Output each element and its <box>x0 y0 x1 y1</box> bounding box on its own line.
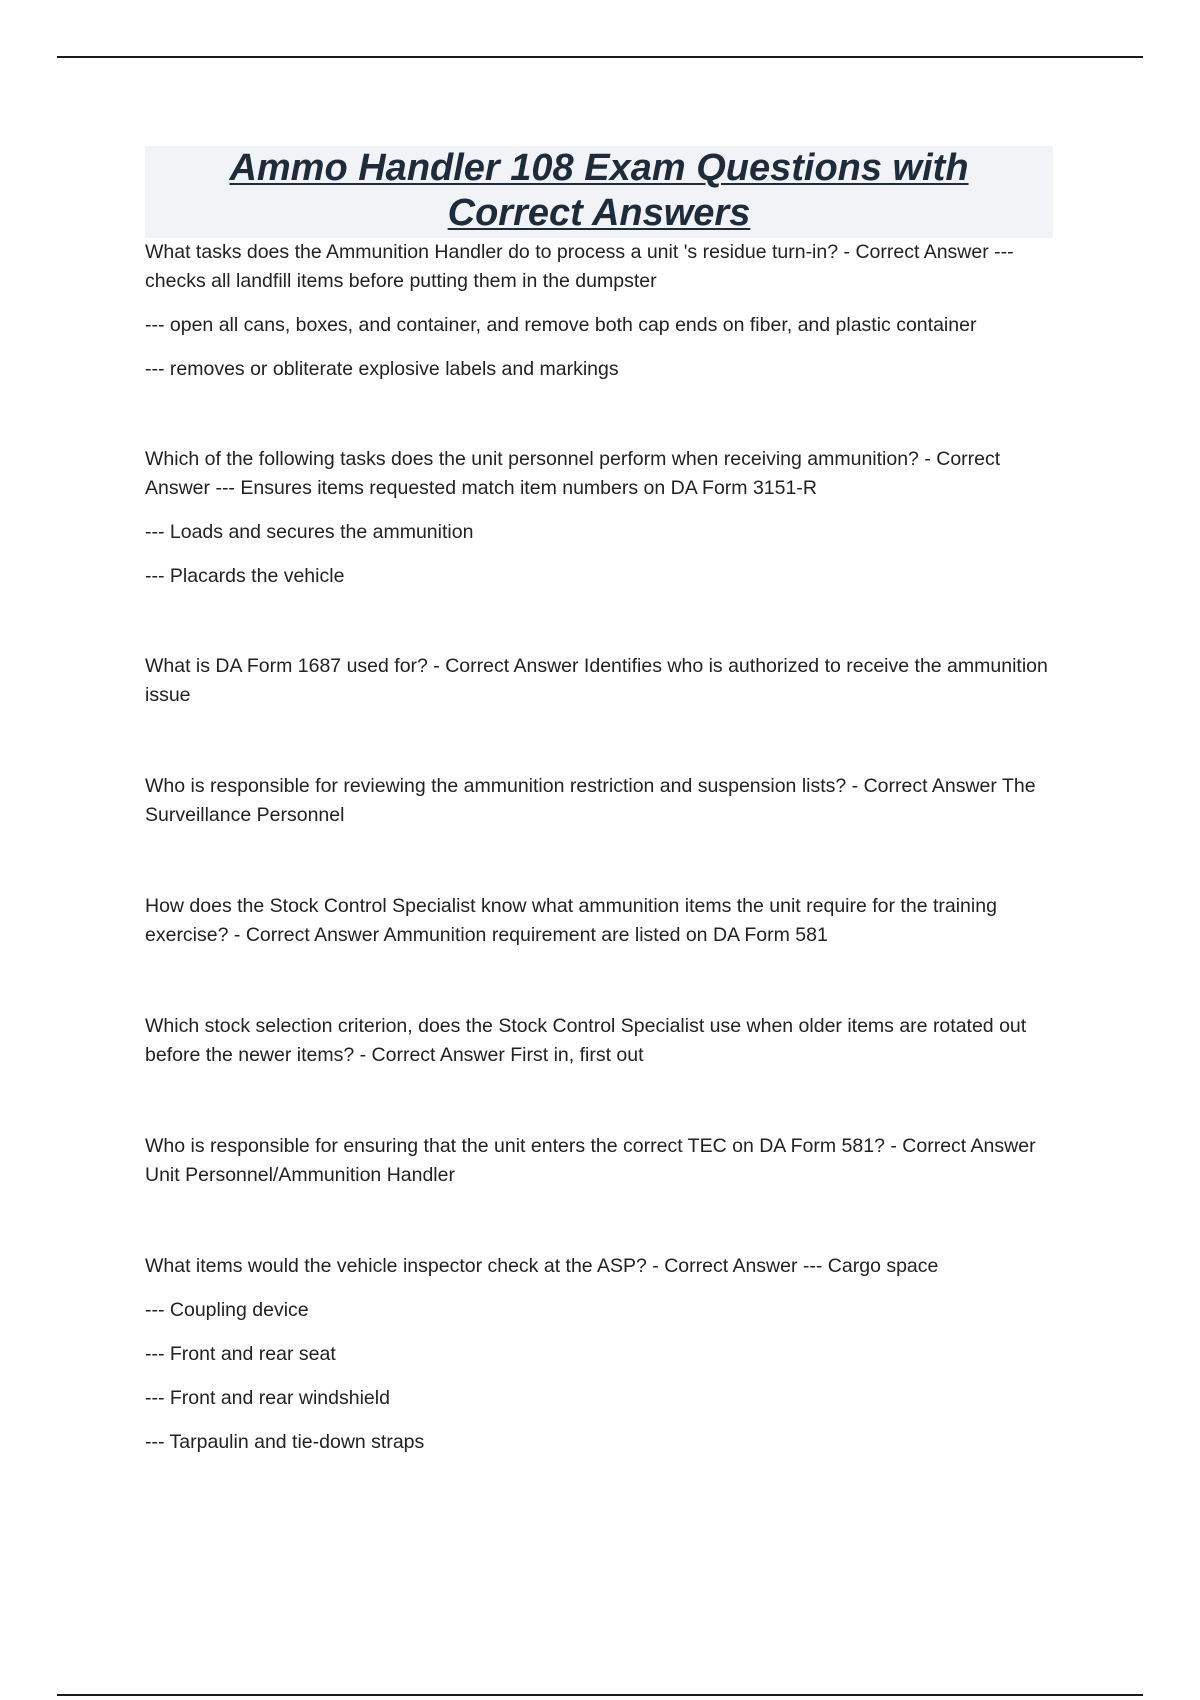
answer-label: Correct Answer <box>371 1044 505 1066</box>
answer-bullet: --- Placards the vehicle <box>145 565 345 587</box>
title-line-1: Ammo Handler 108 Exam Questions with <box>229 147 969 189</box>
qa-item-6 <box>145 1012 1065 1070</box>
qa-paragraph <box>145 772 1065 830</box>
qa-item-5 <box>145 892 1065 950</box>
qa-paragraph <box>145 892 1065 950</box>
answer-bullet: --- Front and rear windshield <box>145 1387 390 1409</box>
qa-item-7 <box>145 1132 1065 1190</box>
question-text: Who is responsible for reviewing the ammunition restriction and suspension lists? <box>145 775 847 797</box>
separator: - <box>228 924 246 946</box>
qa-paragraph <box>145 445 1065 503</box>
qa-item-4 <box>145 772 1065 830</box>
answer-text: Ammunition requirement are listed on DA Form 581 <box>379 924 828 946</box>
separator: - <box>846 775 864 797</box>
qa-paragraph <box>145 1252 1065 1281</box>
qa-paragraph <box>145 652 1065 710</box>
qa-item-2 <box>145 445 1065 591</box>
qa-item-8 <box>145 1252 1065 1457</box>
answer-text: --- checks all landfill items before putting them in the dumpster <box>145 241 1014 292</box>
question-text: How does the Stock Control Specialist know what ammunition items the unit require for the training exercise? <box>145 895 997 946</box>
separator: - <box>918 448 937 470</box>
answer-bullet: --- Loads and secures the ammunition <box>145 521 474 543</box>
footer-rule <box>57 1694 1143 1696</box>
header-rule <box>57 56 1143 58</box>
question-text: Who is responsible for ensuring that the unit enters the correct TEC on DA Form 581? <box>145 1135 885 1157</box>
answer-text: First in, first out <box>504 1044 644 1066</box>
separator: - <box>838 241 856 263</box>
separator: - <box>354 1044 372 1066</box>
answer-text: The Surveillance Personnel <box>145 775 1036 826</box>
separator: - <box>646 1255 665 1277</box>
answer-label: Correct Answer <box>664 1255 798 1277</box>
answer-bullet: --- removes or obliterate explosive labels and markings <box>145 358 619 380</box>
answer-label: Correct Answer <box>863 775 997 797</box>
answer-bullet: --- Coupling device <box>145 1299 309 1321</box>
answer-bullet: --- open all cans, boxes, and container, and remove both cap ends on fiber, and plastic container <box>145 314 977 336</box>
document-title <box>145 146 1053 238</box>
qa-paragraph <box>145 1132 1065 1190</box>
title-line-2: Correct Answers <box>447 192 751 234</box>
question-text: Which of the following tasks does the unit personnel perform when receiving ammunition? <box>145 448 919 470</box>
answer-bullet: --- Front and rear seat <box>145 1343 336 1365</box>
qa-paragraph <box>145 1012 1065 1070</box>
answer-bullet: --- Tarpaulin and tie-down straps <box>145 1431 425 1453</box>
qa-content <box>145 238 1065 1457</box>
answer-text: Unit Personnel/Ammunition Handler <box>145 1164 455 1186</box>
answer-label: Correct Answer <box>145 448 1001 499</box>
separator: - <box>884 1135 903 1157</box>
question-text: Which stock selection criterion, does the Stock Control Specialist use when older items are rotated out before the newer items? <box>145 1015 1027 1066</box>
answer-text: --- Ensures items requested match item numbers on DA Form 3151-R <box>210 477 817 499</box>
question-text: What is DA Form 1687 used for? <box>145 655 428 677</box>
answer-label: Correct Answer <box>902 1135 1036 1157</box>
answer-label: Correct Answer <box>855 241 989 263</box>
qa-item-3 <box>145 652 1065 710</box>
separator: - <box>427 655 446 677</box>
qa-paragraph <box>145 238 1065 296</box>
question-text: What tasks does the Ammunition Handler do to process a unit 's residue turn-in? <box>145 241 839 263</box>
question-text: What items would the vehicle inspector check at the ASP? <box>145 1255 647 1277</box>
qa-item-1 <box>145 238 1065 384</box>
answer-text: Identifies who is authorized to receive the ammunition issue <box>145 655 1048 706</box>
answer-text: --- Cargo space <box>797 1255 939 1277</box>
answer-label: Correct Answer <box>445 655 579 677</box>
answer-label: Correct Answer <box>245 924 380 946</box>
